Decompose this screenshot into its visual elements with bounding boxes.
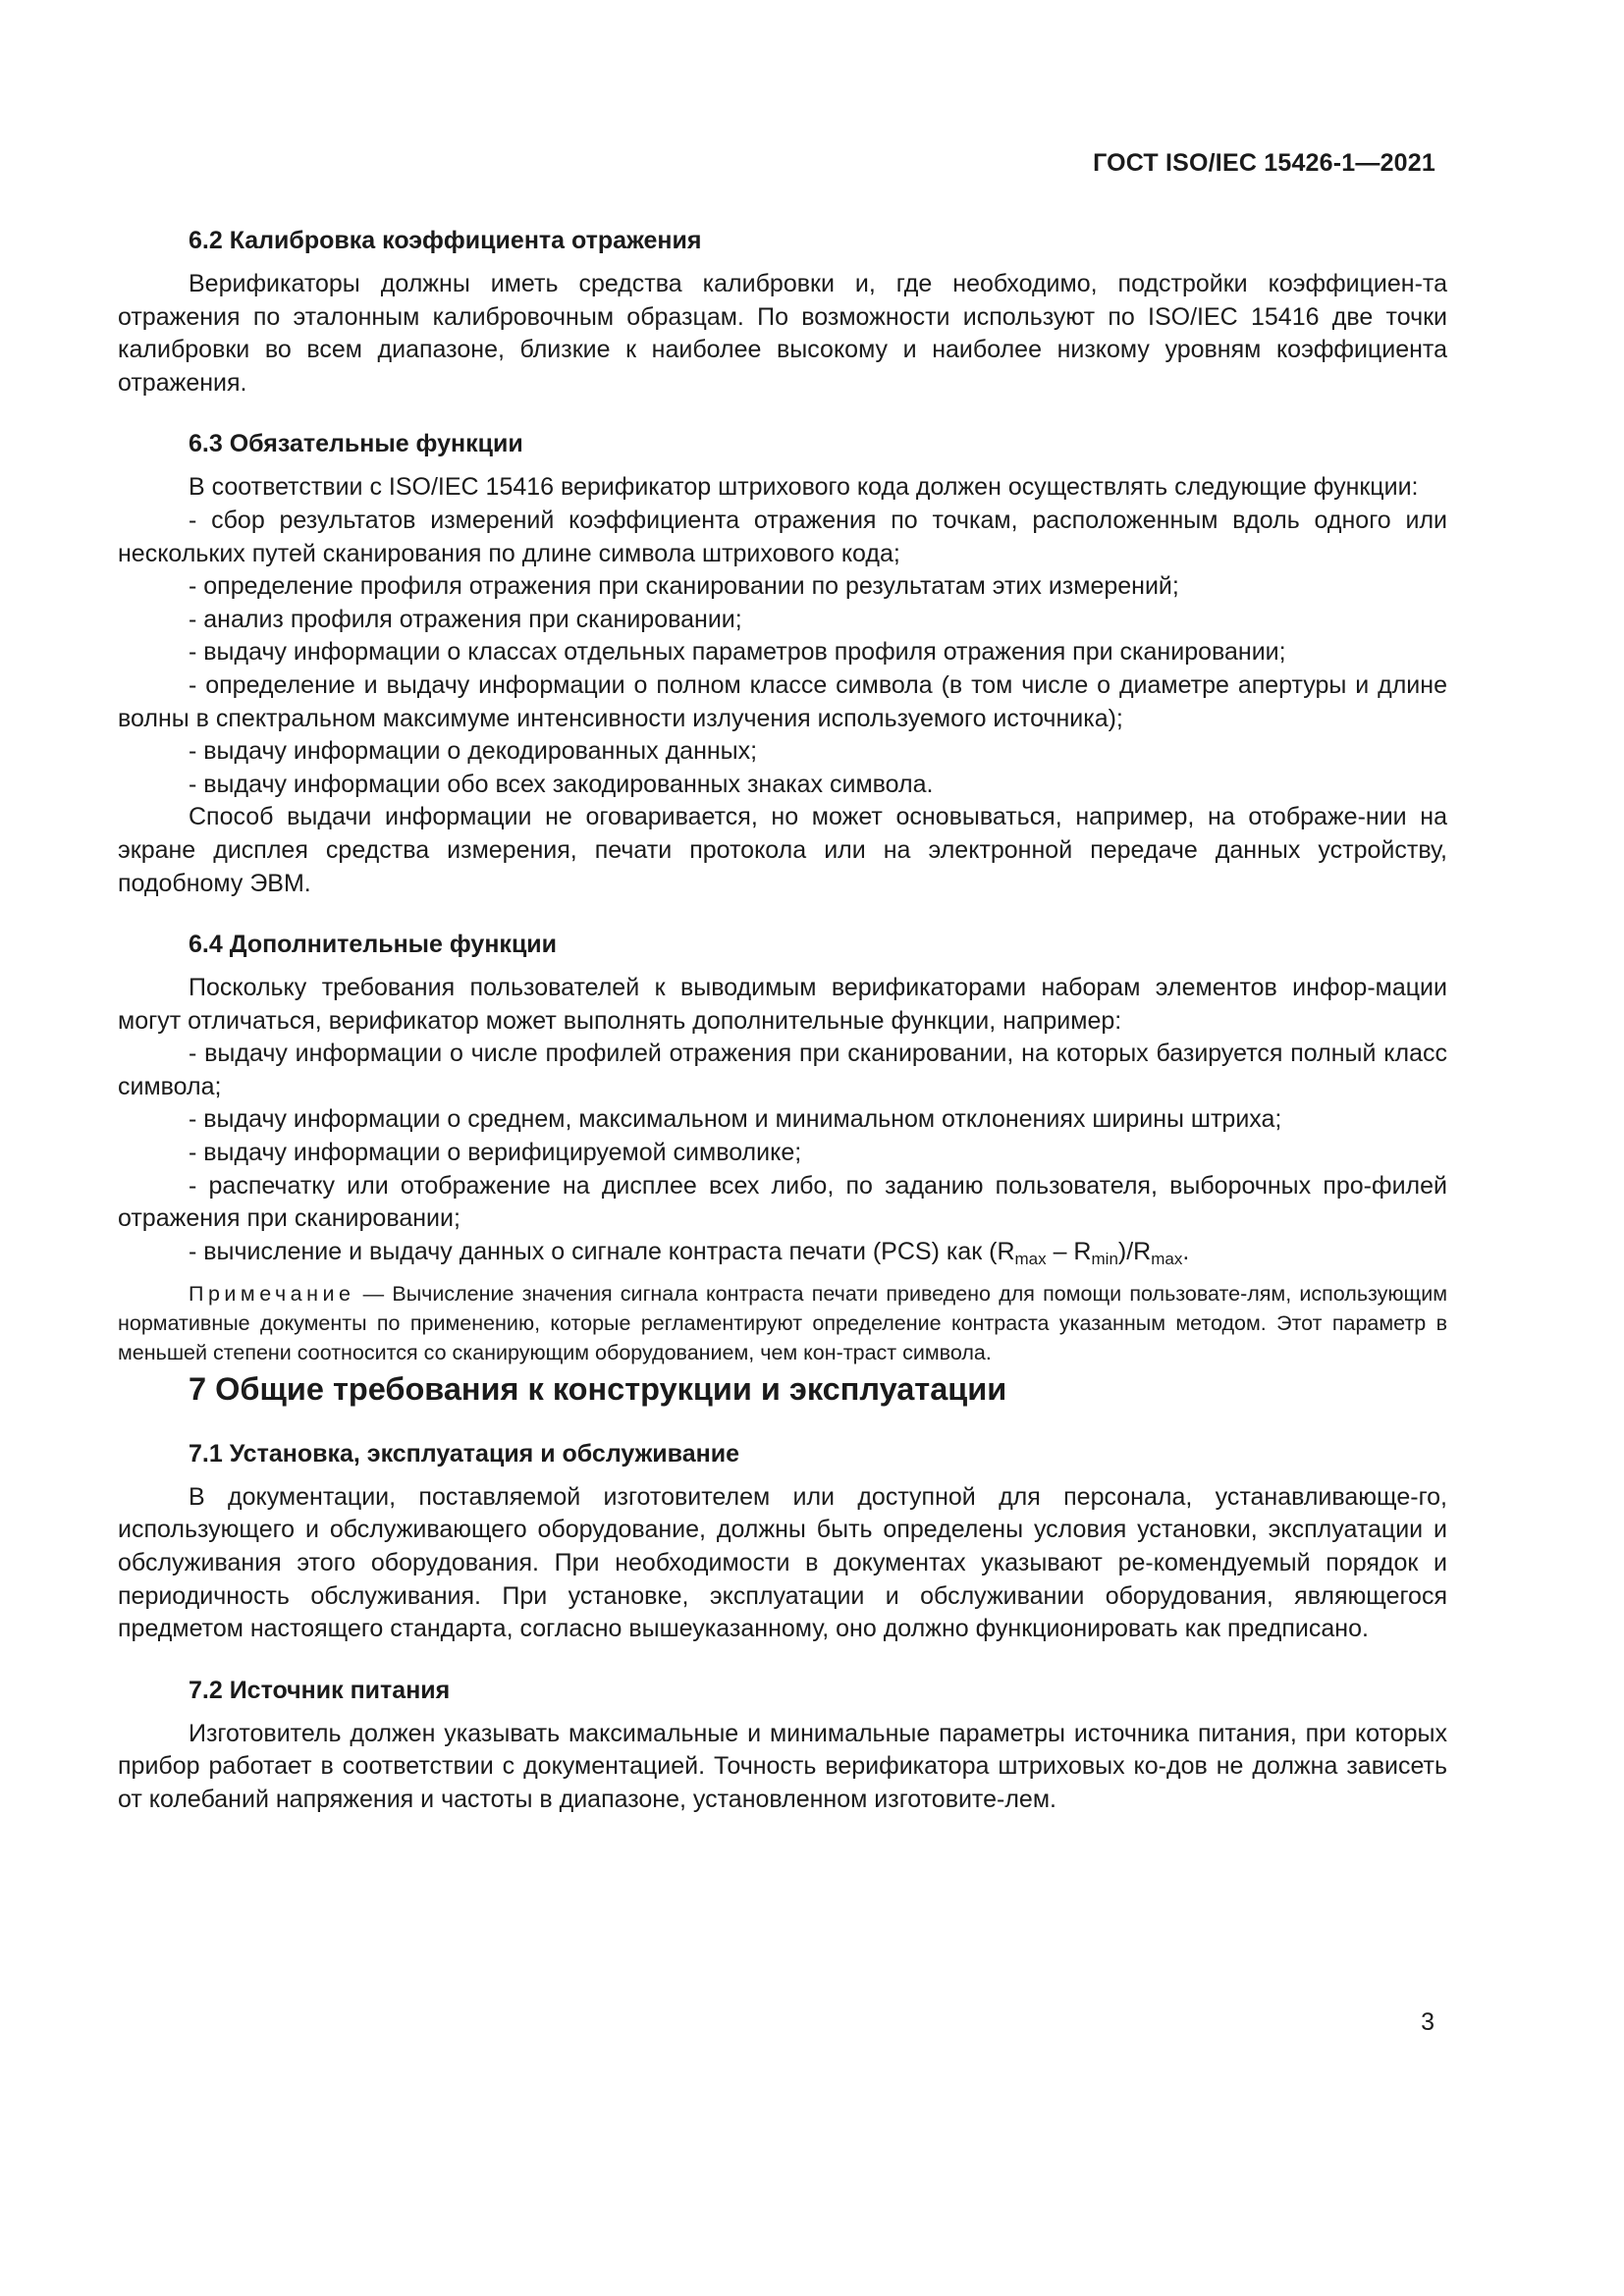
paragraph-6-4-intro: Поскольку требования пользователей к выводимым верификаторами наборам элементов инфор-мации могут отличаться, верификатор может выполнять дополнительные функции, например:: [118, 974, 1447, 1035]
list-item-6-3: - определение профиля отражения при сканировании по результатам этих измерений;: [189, 572, 1179, 601]
paragraph-7-2: Изготовитель должен указывать максимальные и минимальные параметры источника питания, при которых прибор работает в соответствии с документацией. Точность верификатора штриховых ко-дов не должна зависеть от колебаний напряжения и частоты в диапазоне, установленном изготовите-лем.: [118, 1719, 1447, 1813]
list-item-6-3: - определение и выдачу информации о полном классе символа (в том числе о диаметре апертуры и длине волны в спектральном максимуме интенсивности излучения используемого источника);: [118, 670, 1447, 732]
note-label: Примечание: [189, 1282, 355, 1307]
subscript-max: max: [1014, 1249, 1047, 1268]
paragraph-6-3-intro: В соответствии с ISO/IEC 15416 верификатор штрихового кода должен осуществлять следующие функции:: [189, 473, 1419, 502]
section-heading-7-2: 7.2 Источник питания: [189, 1676, 451, 1704]
pcs-item-slash: )/R: [1117, 1237, 1152, 1265]
pcs-item-text: - вычисление и выдачу данных о сигнале контраста печати (PCS) как (R: [189, 1237, 1015, 1265]
document-body: [118, 224, 1447, 1817]
list-item-6-4: - выдачу информации о верифицируемой символике;: [189, 1139, 802, 1167]
list-item-6-3: - анализ профиля отражения при сканировании;: [189, 605, 742, 633]
paragraph-6-2: Верификаторы должны иметь средства калибровки и, где необходимо, подстройки коэффициен-та отражения по эталонным калибровочным образцам. По возможности используют по ISO/IEC 15416 две точки калибровки во всем диапазоне, близкие к наиболее высокому и наиболее низкому уровням коэффициента отражения.: [118, 270, 1447, 397]
paragraph-6-3-closing: Способ выдачи информации не оговаривается, но может основываться, например, на отображе-нии на экране дисплея средства измерения, печати протокола или на электронной передаче данных устройству, подобному ЭВМ.: [118, 803, 1447, 897]
pcs-item-end: .: [1182, 1237, 1190, 1265]
list-item-6-3: - сбор результатов измерений коэффициента отражения по точкам, расположенным вдоль одного или нескольких путей сканирования по длине символа штрихового кода;: [118, 506, 1447, 567]
page-number: 3: [1421, 2008, 1435, 2036]
list-item-6-3: - выдачу информации о классах отдельных параметров профиля отражения при сканировании;: [189, 638, 1286, 667]
section-heading-7-1: 7.1 Установка, эксплуатация и обслуживание: [189, 1439, 739, 1468]
note-6-4: [118, 1280, 1447, 1367]
paragraph-7-1: В документации, поставляемой изготовителем или доступной для персонала, устанавливающе-го, использующего и обслуживающего оборудование, должны быть определены условия установки, эксплуатации и обслуживания этого оборудования. При необходимости в документах указывают ре-комендуемый порядок и периодичность обслуживания. При установке, эксплуатации и обслуживании оборудования, являющегося предметом настоящего стандарта, согласно вышеуказанному, оно должно функционировать как предписано.: [118, 1482, 1447, 1643]
subscript-min: min: [1091, 1249, 1118, 1268]
pcs-item-dash: – R: [1046, 1237, 1092, 1265]
note-text: — Вычисление значения сигнала контраста печати приведено для помощи пользовате-лям, использующим нормативные документы по применению, которые регламентируют определение контраста указанным методом. Этот параметр в меньшей степени соотносится со сканирующим оборудованием, чем кон-траст символа.: [118, 1282, 1447, 1365]
standard-code-header: ГОСТ ISO/IEC 15426-1—2021: [1093, 149, 1435, 177]
section-heading-6-4: 6.4 Дополнительные функции: [189, 931, 558, 959]
list-item-6-3: - выдачу информации обо всех закодированных знаках символа.: [189, 770, 934, 798]
list-item-6-4: - распечатку или отображение на дисплее всех либо, по заданию пользователя, выборочных про-филей отражения при сканировании;: [118, 1171, 1447, 1233]
list-item-6-4: - выдачу информации о среднем, максимальном и минимальном отклонениях ширины штриха;: [189, 1105, 1282, 1134]
section-heading-6-2: 6.2 Калибровка коэффициента отражения: [189, 227, 702, 254]
list-item-6-3: - выдачу информации о декодированных данных;: [189, 737, 758, 766]
list-item-6-4: - выдачу информации о числе профилей отражения при сканировании, на которых базируется полный класс символа;: [118, 1040, 1447, 1100]
section-heading-6-3: 6.3 Обязательные функции: [189, 430, 523, 458]
pcs-formula-item: [118, 1236, 1447, 1269]
chapter-heading-7: 7 Общие требования к конструкции и эксплуатации: [189, 1370, 1007, 1407]
subscript-max: max: [1151, 1249, 1183, 1268]
